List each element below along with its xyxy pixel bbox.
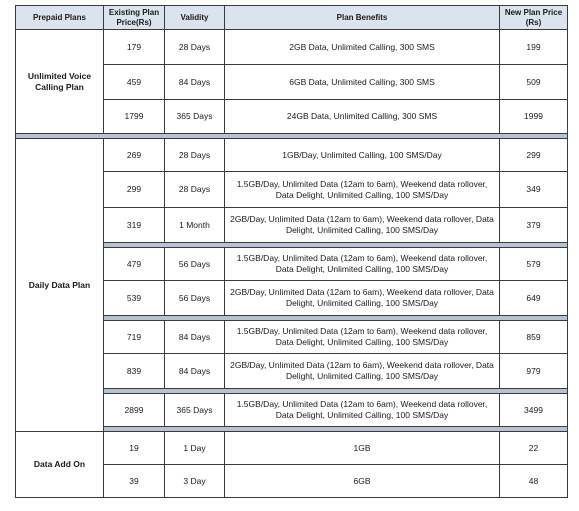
existing-price-cell: 319 — [104, 208, 165, 243]
validity-cell: 84 Days — [165, 321, 225, 354]
validity-cell: 56 Days — [165, 281, 225, 316]
new-price-cell: 349 — [500, 172, 568, 208]
plan-name-voice: Unlimited Voice Calling Plan — [16, 30, 104, 134]
table-row — [16, 30, 568, 65]
existing-price-cell: 719 — [104, 321, 165, 354]
header-row — [16, 6, 568, 30]
benefits-cell: 24GB Data, Unlimited Calling, 300 SMS — [225, 100, 500, 134]
existing-price-cell: 839 — [104, 354, 165, 389]
table-row — [16, 432, 568, 465]
new-price-cell: 22 — [500, 432, 568, 465]
validity-cell: 1 Month — [165, 208, 225, 243]
existing-price-cell: 19 — [104, 432, 165, 465]
plan-name-daily-data: Daily Data Plan — [16, 139, 104, 432]
new-price-cell: 649 — [500, 281, 568, 316]
benefits-cell: 6GB Data, Unlimited Calling, 300 SMS — [225, 65, 500, 100]
existing-price-cell: 459 — [104, 65, 165, 100]
new-price-cell: 979 — [500, 354, 568, 389]
new-price-cell: 379 — [500, 208, 568, 243]
validity-cell: 365 Days — [165, 100, 225, 134]
table-row — [16, 139, 568, 172]
validity-cell: 28 Days — [165, 30, 225, 65]
header-prepaid-plans: Prepaid Plans — [16, 6, 104, 30]
existing-price-cell: 2899 — [104, 394, 165, 427]
header-existing-price: Existing Plan Price(Rs) — [104, 6, 165, 30]
header-new-price: New Plan Price (Rs) — [500, 6, 568, 30]
validity-cell: 365 Days — [165, 394, 225, 427]
new-price-cell: 509 — [500, 65, 568, 100]
tariff-table — [15, 5, 568, 498]
existing-price-cell: 299 — [104, 172, 165, 208]
benefits-cell: 1.5GB/Day, Unlimited Data (12am to 6am), Weekend data rollover, Data Delight, Unlimited Calling, 100 SMS/Day — [225, 394, 500, 427]
new-price-cell: 199 — [500, 30, 568, 65]
plan-name-data-add-on: Data Add On — [16, 432, 104, 498]
benefits-cell: 1.5GB/Day, Unlimited Data (12am to 6am), Weekend data rollover, Data Delight, Unlimited Calling, 100 SMS/Day — [225, 321, 500, 354]
new-price-cell: 48 — [500, 465, 568, 498]
existing-price-cell: 179 — [104, 30, 165, 65]
benefits-cell: 1.5GB/Day, Unlimited Data (12am to 6am), Weekend data rollover, Data Delight, Unlimited Calling, 100 SMS/Day — [225, 172, 500, 208]
header-plan-benefits: Plan Benefits — [225, 6, 500, 30]
validity-cell: 3 Day — [165, 465, 225, 498]
validity-cell: 84 Days — [165, 354, 225, 389]
existing-price-cell: 1799 — [104, 100, 165, 134]
new-price-cell: 3499 — [500, 394, 568, 427]
new-price-cell: 299 — [500, 139, 568, 172]
benefits-cell: 2GB/Day, Unlimited Data (12am to 6am), Weekend data rollover, Data Delight, Unlimited Calling, 100 SMS/Day — [225, 281, 500, 316]
validity-cell: 1 Day — [165, 432, 225, 465]
benefits-cell: 2GB/Day, Unlimited Data (12am to 6am), Weekend data rollover, Data Delight, Unlimited Calling, 100 SMS/Day — [225, 354, 500, 389]
validity-cell: 28 Days — [165, 172, 225, 208]
existing-price-cell: 539 — [104, 281, 165, 316]
existing-price-cell: 479 — [104, 248, 165, 281]
new-price-cell: 1999 — [500, 100, 568, 134]
benefits-cell: 1GB — [225, 432, 500, 465]
existing-price-cell: 269 — [104, 139, 165, 172]
new-price-cell: 859 — [500, 321, 568, 354]
validity-cell: 84 Days — [165, 65, 225, 100]
header-validity: Validity — [165, 6, 225, 30]
benefits-cell: 1.5GB/Day, Unlimited Data (12am to 6am), Weekend data rollover, Data Delight, Unlimited Calling, 100 SMS/Day — [225, 248, 500, 281]
new-price-cell: 579 — [500, 248, 568, 281]
benefits-cell: 2GB/Day, Unlimited Data (12am to 6am), Weekend data rollover, Data Delight, Unlimited Calling, 100 SMS/Day — [225, 208, 500, 243]
validity-cell: 28 Days — [165, 139, 225, 172]
validity-cell: 56 Days — [165, 248, 225, 281]
benefits-cell: 6GB — [225, 465, 500, 498]
benefits-cell: 2GB Data, Unlimited Calling, 300 SMS — [225, 30, 500, 65]
benefits-cell: 1GB/Day, Unlimited Calling, 100 SMS/Day — [225, 139, 500, 172]
existing-price-cell: 39 — [104, 465, 165, 498]
